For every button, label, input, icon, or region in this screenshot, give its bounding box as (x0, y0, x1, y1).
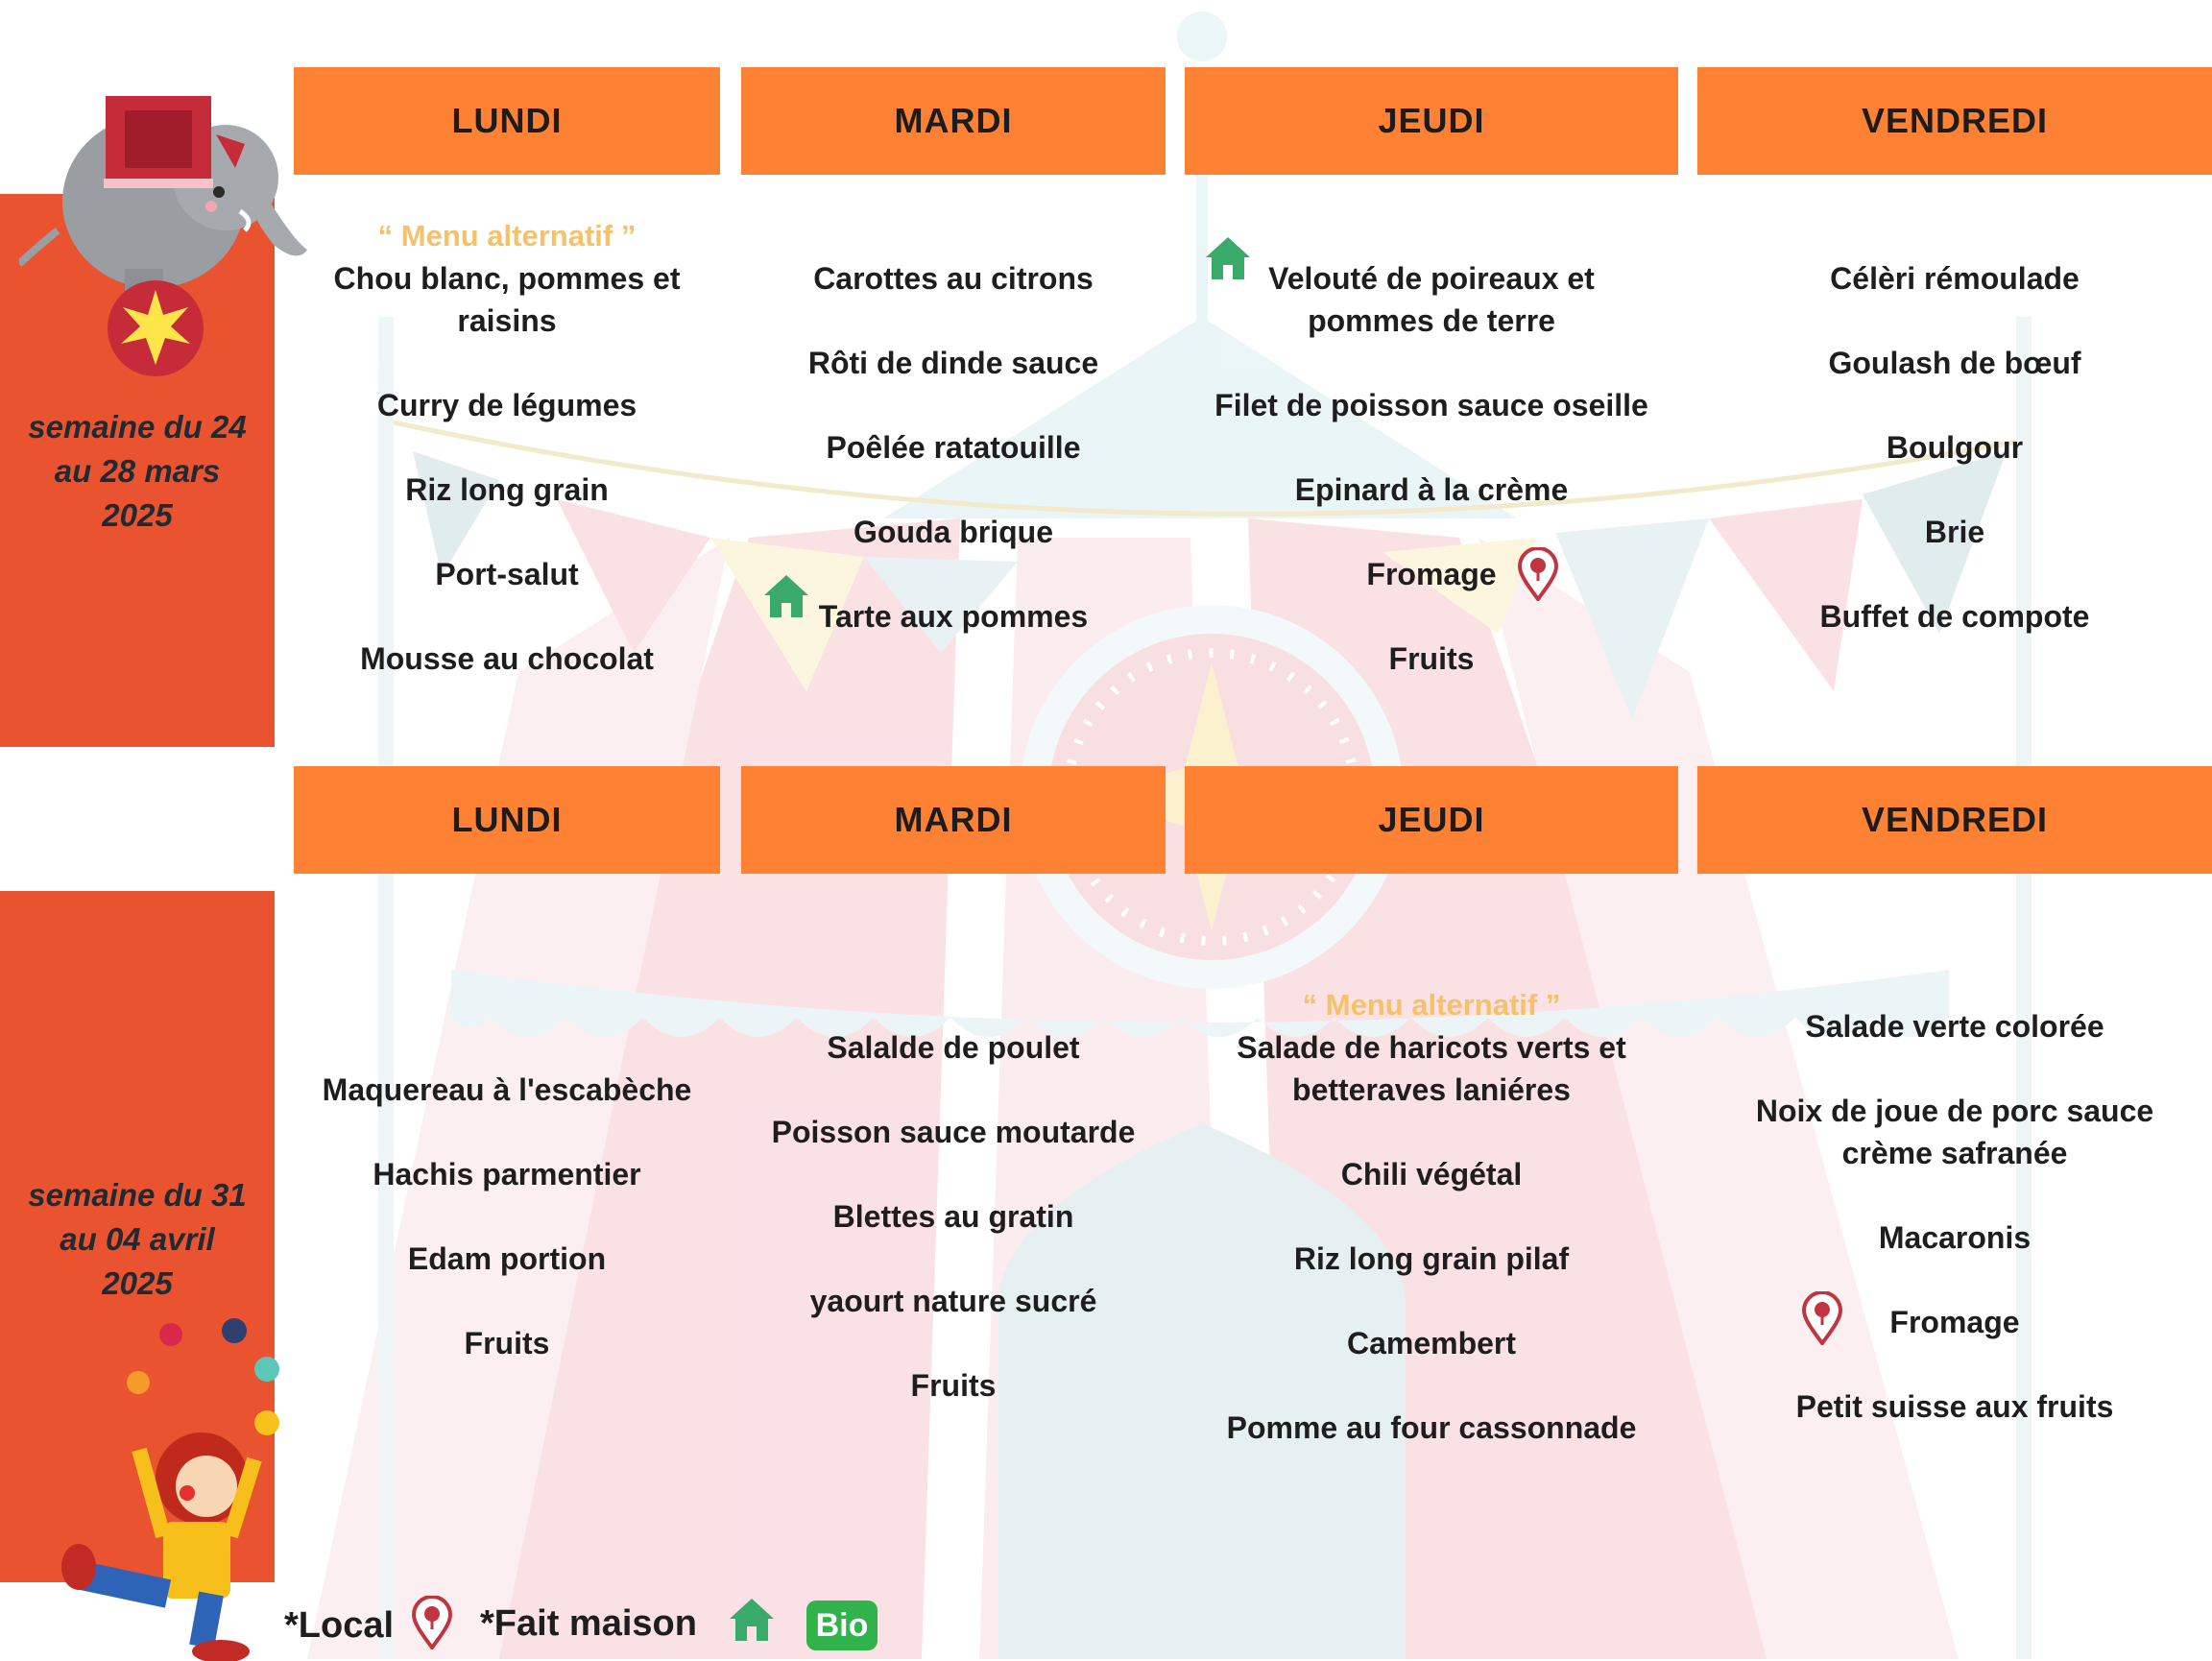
menu-item: Célèri rémoulade (1830, 261, 2080, 296)
menu-item: Riz long grain (405, 472, 609, 507)
week1-menu-vendredi (1697, 257, 2212, 638)
week2-header-vendredi: VENDREDI (1697, 766, 2212, 874)
menu-item: Mousse au chocolat (360, 641, 654, 676)
menu-item: Blettes au gratin (832, 1199, 1074, 1234)
week1-label-line: au 28 mars (54, 453, 221, 489)
week1-label-line: 2025 (102, 497, 173, 533)
menu-item: Hachis parmentier (373, 1157, 641, 1192)
menu-item: Salalde de poulet (827, 1030, 1080, 1065)
clown-juggler-icon (58, 1315, 298, 1661)
week1-menu-lundi (294, 215, 720, 680)
menu-item: Poêlée ratatouille (826, 430, 1081, 465)
week1-header-vendredi: VENDREDI (1697, 67, 2212, 175)
week1-menu-jeudi (1185, 257, 1678, 680)
week1-header-lundi: LUNDI (294, 67, 720, 175)
menu-item: pommes de terre (1308, 303, 1555, 338)
week1-header-mardi: MARDI (741, 67, 1166, 175)
menu-item: Riz long grain pilaf (1293, 1241, 1570, 1276)
week2-menu-mardi (741, 1026, 1166, 1407)
menu-item: Salade de haricots verts et (1237, 1030, 1626, 1065)
week1-label (0, 405, 275, 538)
menu-item: crème safranée (1841, 1136, 2068, 1170)
menu-item: Gouda brique (854, 515, 1053, 549)
alternative-menu-label: “ Menu alternatif ” (377, 219, 637, 253)
menu-item: Maquereau à l'escabèche (322, 1072, 692, 1107)
week2-label-line: semaine du 31 (28, 1177, 247, 1213)
menu-item: Boulgour (1886, 430, 2024, 465)
menu-item: Velouté de poireaux et (1268, 261, 1595, 296)
menu-item: Edam portion (407, 1241, 607, 1276)
house-icon (728, 1596, 776, 1644)
menu-item: Chili végétal (1340, 1157, 1523, 1192)
menu-item: Petit suisse aux fruits (1795, 1389, 2114, 1424)
week2-menu-lundi (294, 1069, 720, 1364)
elephant-icon (19, 86, 307, 384)
menu-item: betteraves laniéres (1292, 1072, 1571, 1107)
week2-header-mardi: MARDI (741, 766, 1166, 874)
legend-fait-maison-label: *Fait maison (480, 1603, 697, 1644)
house-icon (1204, 234, 1252, 282)
menu-item: Curry de légumes (376, 388, 637, 422)
menu-item: Salade verte colorée (1805, 1009, 2104, 1044)
menu-item: Goulash de bœuf (1828, 346, 2081, 380)
week2-menu-jeudi (1185, 984, 1678, 1449)
house-icon (762, 572, 810, 620)
menu-item: Fromage (1366, 557, 1497, 591)
menu-item: Fruits (464, 1326, 550, 1360)
menu-item: Port-salut (435, 557, 579, 591)
menu-item: Macaronis (1878, 1220, 2032, 1255)
menu-item: Tarte aux pommes (818, 599, 1089, 634)
menu-item: Fromage (1889, 1305, 2020, 1339)
week1-header-jeudi: JEUDI (1185, 67, 1678, 175)
week2-header-lundi: LUNDI (294, 766, 720, 874)
map-pin-icon (1517, 547, 1559, 601)
menu-item: Buffet de compote (1819, 599, 2090, 634)
menu-item: Chou blanc, pommes et (333, 261, 681, 296)
week1-label-line: semaine du 24 (28, 409, 247, 445)
menu-item: Fruits (1388, 641, 1475, 676)
week2-label (0, 1173, 275, 1306)
map-pin-icon (411, 1596, 453, 1649)
legend-local-label: *Local (284, 1605, 395, 1646)
menu-item: Fruits (910, 1368, 997, 1403)
menu-item: Filet de poisson sauce oseille (1214, 388, 1648, 422)
bio-badge: Bio (806, 1601, 878, 1650)
menu-item: Noix de joue de porc sauce (1755, 1094, 2154, 1128)
week2-label-line: 2025 (102, 1265, 173, 1301)
menu-item: Rôti de dinde sauce (807, 346, 1099, 380)
menu-item: Camembert (1346, 1326, 1517, 1360)
menu-item: raisins (457, 303, 557, 338)
menu-item: Epinard à la crème (1294, 472, 1569, 507)
menu-item: yaourt nature sucré (809, 1284, 1097, 1318)
map-pin-icon (1801, 1291, 1843, 1345)
alternative-menu-label: “ Menu alternatif ” (1302, 988, 1561, 1022)
week2-header-jeudi: JEUDI (1185, 766, 1678, 874)
menu-item: Brie (1924, 515, 1985, 549)
menu-item: Pomme au four cassonnade (1226, 1410, 1637, 1445)
menu-item: Carottes au citrons (813, 261, 1094, 296)
week2-menu-vendredi (1697, 1005, 2212, 1428)
week2-label-line: au 04 avril (60, 1221, 215, 1257)
menu-item: Poisson sauce moutarde (771, 1115, 1136, 1149)
